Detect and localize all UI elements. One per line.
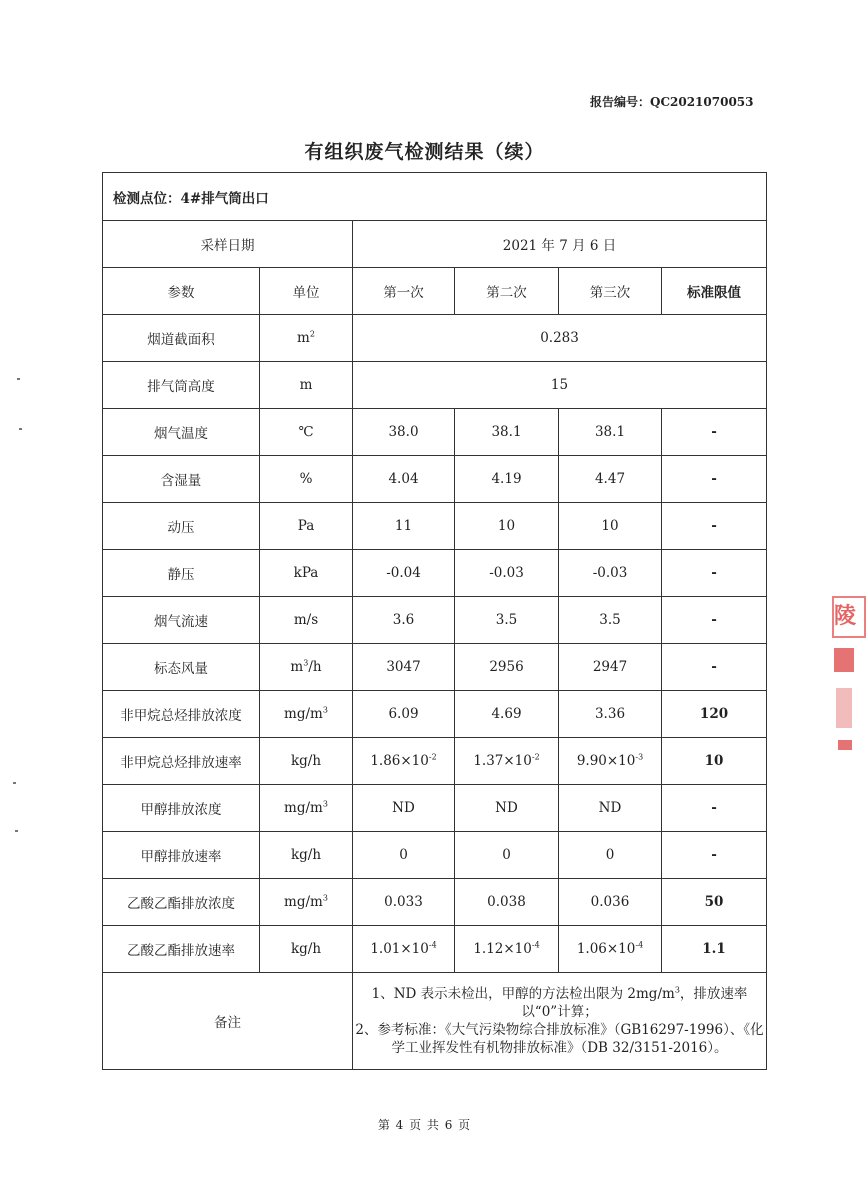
value-cell: 4.47 <box>559 456 662 503</box>
limit-cell: - <box>662 644 767 691</box>
header-second: 第二次 <box>455 268 559 315</box>
value-cell: 10 <box>455 503 559 550</box>
unit-cell: kg/h <box>260 926 353 973</box>
limit-cell: 1.1 <box>662 926 767 973</box>
remarks-row <box>103 973 767 1070</box>
seal-fragment <box>838 740 852 750</box>
value-cell: $1.12\times 10^{-4}$ <box>455 926 559 973</box>
unit-cell: $mg/m^3$ <box>260 879 353 926</box>
table-row <box>103 785 767 832</box>
table-row <box>103 832 767 879</box>
value-cell: 3.36 <box>559 691 662 738</box>
param-cell: 烟道截面积 <box>103 315 260 362</box>
value-cell: 4.19 <box>455 456 559 503</box>
unit-cell: $mg/m^3$ <box>260 785 353 832</box>
red-seal-stamp: 陵 <box>832 596 866 638</box>
scan-speck <box>17 378 20 380</box>
value-cell: -0.04 <box>353 550 455 597</box>
value-cell: 38.1 <box>559 409 662 456</box>
sampling-date-label: 采样日期 <box>103 221 353 268</box>
value-cell: 38.1 <box>455 409 559 456</box>
limit-cell: 120 <box>662 691 767 738</box>
value-cell: 3047 <box>353 644 455 691</box>
value-cell: 0.036 <box>559 879 662 926</box>
limit-cell: - <box>662 456 767 503</box>
param-cell: 烟气温度 <box>103 409 260 456</box>
param-cell: 甲醇排放浓度 <box>103 785 260 832</box>
unit-cell: kg/h <box>260 832 353 879</box>
table-row <box>103 409 767 456</box>
value-cell: 6.09 <box>353 691 455 738</box>
unit-cell: kPa <box>260 550 353 597</box>
value-cell: 15 <box>353 362 767 409</box>
value-cell: ND <box>455 785 559 832</box>
limit-cell: - <box>662 409 767 456</box>
header-row <box>103 268 767 315</box>
table-row <box>103 879 767 926</box>
value-cell: 0 <box>353 832 455 879</box>
scan-speck <box>15 830 18 832</box>
sampling-date-row <box>103 221 767 268</box>
value-cell: 0 <box>559 832 662 879</box>
header-limit: 标准限值 <box>662 268 767 315</box>
unit-cell: m <box>260 362 353 409</box>
value-cell: 4.69 <box>455 691 559 738</box>
unit-cell: ℃ <box>260 409 353 456</box>
table-row <box>103 456 767 503</box>
value-cell: 0.033 <box>353 879 455 926</box>
value-cell: $1.01\times 10^{-4}$ <box>353 926 455 973</box>
results-table <box>102 172 767 1070</box>
limit-cell: - <box>662 503 767 550</box>
unit-cell: $m^2$ <box>260 315 353 362</box>
sampling-date: 2021 年 7 月 6 日 <box>353 221 767 268</box>
value-cell: ND <box>353 785 455 832</box>
value-cell: 11 <box>353 503 455 550</box>
value-cell: 2947 <box>559 644 662 691</box>
value-cell: 4.04 <box>353 456 455 503</box>
value-cell: 38.0 <box>353 409 455 456</box>
value-cell: 3.6 <box>353 597 455 644</box>
limit-cell: - <box>662 550 767 597</box>
value-cell: 0 <box>455 832 559 879</box>
limit-cell: 50 <box>662 879 767 926</box>
limit-cell: - <box>662 832 767 879</box>
value-cell: $9.90\times 10^{-3}$ <box>559 738 662 785</box>
location-row <box>103 173 767 221</box>
table-row <box>103 644 767 691</box>
param-cell: 标态风量 <box>103 644 260 691</box>
remarks-label: 备注 <box>103 973 353 1070</box>
value-cell: 0.038 <box>455 879 559 926</box>
value-cell: 2956 <box>455 644 559 691</box>
scan-speck <box>13 782 16 784</box>
value-cell: ND <box>559 785 662 832</box>
table-row <box>103 550 767 597</box>
value-cell: -0.03 <box>559 550 662 597</box>
header-first: 第一次 <box>353 268 455 315</box>
header-unit: 单位 <box>260 268 353 315</box>
table-row <box>103 362 767 409</box>
param-cell: 非甲烷总烃排放速率 <box>103 738 260 785</box>
param-cell: 乙酸乙酯排放速率 <box>103 926 260 973</box>
param-cell: 排气筒高度 <box>103 362 260 409</box>
table-row <box>103 503 767 550</box>
unit-cell: kg/h <box>260 738 353 785</box>
limit-cell: - <box>662 785 767 832</box>
table-row <box>103 926 767 973</box>
param-cell: 含湿量 <box>103 456 260 503</box>
unit-cell: Pa <box>260 503 353 550</box>
value-cell: 10 <box>559 503 662 550</box>
page-title: 有组织废气检测结果（续） <box>304 141 545 163</box>
unit-cell: % <box>260 456 353 503</box>
table-row <box>103 315 767 362</box>
remarks-text: 1、ND 表示未检出，甲醇的方法检出限为 $2mg/m^3$，排放速率以“0”计算； 2、参考标准：《大气污染物综合排放标准》（GB16297-1996）、《化学工业挥发性有机物排放标准》（DB 32/3151-2016）。 <box>353 973 767 1070</box>
value-cell: $1.86\times 10^{-2}$ <box>353 738 455 785</box>
location: 检测点位：4#排气筒出口 <box>103 173 767 221</box>
scan-speck <box>19 428 22 430</box>
param-cell: 甲醇排放速率 <box>103 832 260 879</box>
table-row <box>103 738 767 785</box>
page-footer: 第 4 页 共 6 页 <box>377 1118 472 1132</box>
header-param: 参数 <box>103 268 260 315</box>
unit-cell: $mg/m^3$ <box>260 691 353 738</box>
value-cell: $1.06\times 10^{-4}$ <box>559 926 662 973</box>
param-cell: 动压 <box>103 503 260 550</box>
seal-fragment <box>836 688 852 728</box>
param-cell: 乙酸乙酯排放浓度 <box>103 879 260 926</box>
value-cell: 3.5 <box>559 597 662 644</box>
report-number: 报告编号：QC2021070053 <box>590 95 754 109</box>
table-row <box>103 691 767 738</box>
value-cell: 3.5 <box>455 597 559 644</box>
table-row <box>103 597 767 644</box>
value-cell: $1.37\times 10^{-2}$ <box>455 738 559 785</box>
unit-cell: m/s <box>260 597 353 644</box>
param-cell: 非甲烷总烃排放浓度 <box>103 691 260 738</box>
seal-fragment <box>834 648 854 672</box>
param-cell: 静压 <box>103 550 260 597</box>
header-third: 第三次 <box>559 268 662 315</box>
limit-cell: 10 <box>662 738 767 785</box>
param-cell: 烟气流速 <box>103 597 260 644</box>
value-cell: -0.03 <box>455 550 559 597</box>
value-cell: 0.283 <box>353 315 767 362</box>
limit-cell: - <box>662 597 767 644</box>
unit-cell: $m^3/h$ <box>260 644 353 691</box>
